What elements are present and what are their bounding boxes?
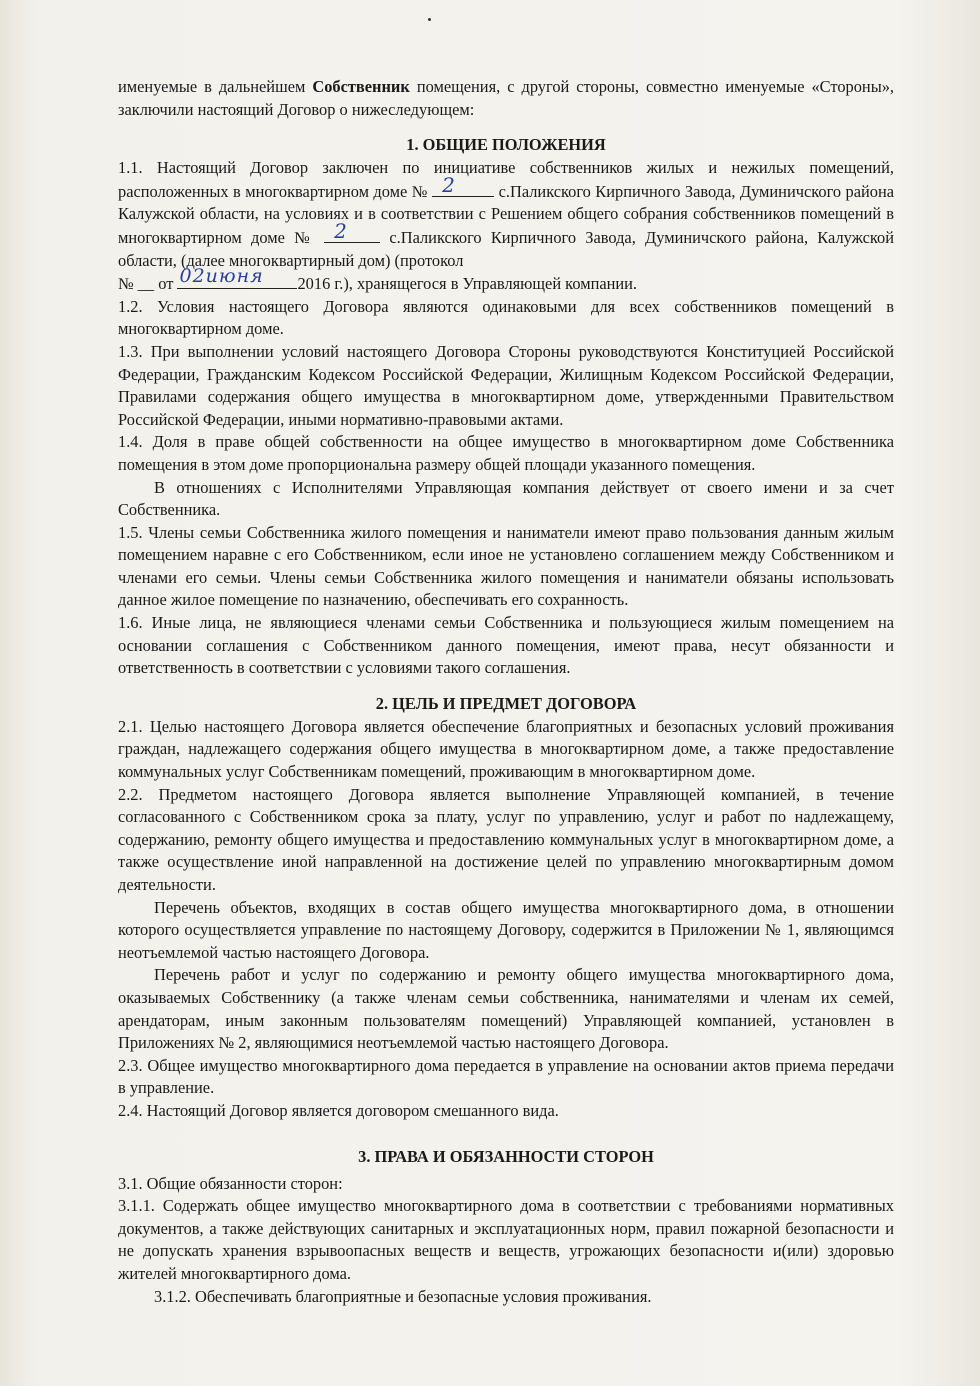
- section-1-heading: 1. ОБЩИЕ ПОЛОЖЕНИЯ: [406, 135, 606, 155]
- intro-paragraph: именуемые в дальнейшем Собственник помещения, с другой стороны, совместно именуемые «Стороны», заключили настоящий Договор о нижеследующем:: [118, 77, 894, 119]
- clause-2-2: 2.2. Предметом настоящего Договора является выполнение Управляющей компанией, в течение согласованного с Собственником срока за плату, услуг по управлению, услуг и работ по надлежащему, содержанию, ремонту общего имущества и предоставлению коммунальных услуг в многоквартирном доме, а также осуществление иной направленной на достижение целей по управлению многоквартирным домом деятельности.: [118, 784, 894, 894]
- clause-3-1: 3.1. Общие обязанности сторон:: [118, 1173, 343, 1193]
- protocol-date-blank: [177, 265, 297, 289]
- handwritten-house-number-2: 2: [334, 218, 347, 243]
- handwritten-house-number: 2: [442, 172, 455, 197]
- clause-1-1: 1.1. Настоящий Договор заключен по инициативе собственников жилых и нежилых помещений, расположенных в многоквартирном доме № 2 с.Паликского Кирпичного Завода, Думиничского района Калужской области, на условиях и в соответствии с Решением общего собрания собственников помещений в многоквартирном доме № 2 с.Паликского Кирпичного Завода, Думиничского района, Калужской области, (далее многоквартирный дом) (протокол № __ от 02июня 2016 г.), хранящегося в Управляющей компании.: [118, 158, 895, 294]
- clause-1-2: 1.2. Условия настоящего Договора являются одинаковыми для всех собственников помещений в многоквартирном доме.: [118, 296, 894, 339]
- handwritten-date: 02июня: [179, 265, 264, 288]
- clause-2-2-objects: Перечень объектов, входящих в состав общего имущества многоквартирного дома, в отношении которого осуществляется управление по настоящему Договору, содержится в Приложении № 1, являющимся неотъемлемой частью настоящего Договора.: [118, 897, 894, 962]
- clause-1-4-continued: В отношениях с Исполнителями Управляющая компания действует от своего имени и за счет Собственника.: [118, 477, 894, 520]
- clause-2-4: 2.4. Настоящий Договор является договором смешанного вида.: [118, 1100, 559, 1120]
- clause-3-1-1: 3.1.1. Содержать общее имущество многоквартирного дома в соответствии с требованиями нормативных документов, а также действующих санитарных и эксплуатационных норм, правил пожарной безопасности и не допускать хранения взрывоопасных веществ и веществ, угрожающих безопасности и(или) здоровью жителей многоквартирного дома.: [118, 1196, 894, 1283]
- clause-2-2-works: Перечень работ и услуг по содержанию и ремонту общего имущества многоквартирного дома, оказываемых Собственнику (а также членам семьи собственника, нанимателями и членам их семей, арендаторам, иным законным пользователям помещений) Управляющей компанией, установлен в Приложениях № 2, являющимися неотъемлемой частью настоящего Договора.: [118, 965, 894, 1053]
- clause-3-1-2: 3.1.2. Обеспечивать благоприятные и безопасные условия проживания.: [154, 1286, 652, 1306]
- clause-1-3: 1.3. При выполнении условий настоящего Договора Стороны руководствуются Конституцией Российской Федерации, Гражданским Кодексом Российской Федерации, Жилищным Кодексом Российской Федерации, Правилами содержания общего имущества в многоквартирном доме, утвержденными Правительством Российской Федерации, иными нормативно-правовыми актами.: [118, 341, 894, 429]
- clause-1-4: 1.4. Доля в праве общей собственности на общее имущество в многоквартирном доме Собственника помещения в этом доме пропорциональна размеру общей площади указанного помещения.: [118, 432, 894, 474]
- section-2-heading: 2. ЦЕЛЬ И ПРЕДМЕТ ДОГОВОРА: [375, 693, 637, 713]
- house-number-blank-2: [324, 218, 380, 243]
- clause-1-6: 1.6. Иные лица, не являющиеся членами семьи Собственника и пользующиеся жилым помещением на основании соглашения с Собственником данного помещения, имеют права, несут обязанности и ответственность в соответствии с условиями такого соглашения.: [118, 613, 894, 678]
- clause-1-5: 1.5. Члены семьи Собственника жилого помещения и наниматели имеют право пользования данным жилым помещением наравне с его Собственником, если иное не установлено соглашением между Собственником и членами его семьи. Члены семьи Собственника жилого помещения и наниматели обязаны использовать данное жилое помещение по назначению, обеспечивать его сохранность.: [118, 522, 894, 610]
- clause-2-1: 2.1. Целью настоящего Договора является обеспечение благоприятных и безопасных условий проживания граждан, надлежащего содержания общего имущества в многоквартирном доме, а также предоставление коммунальных услуг Собственникам помещений, проживающим в многоквартирном доме.: [118, 716, 894, 782]
- document-body: [118, 76, 894, 1308]
- clause-2-3: 2.3. Общее имущество многоквартирного дома передается в управление на основании актов приема передачи в управление.: [118, 1055, 894, 1098]
- section-3-heading: 3. ПРАВА И ОБЯЗАННОСТИ СТОРОН: [358, 1146, 654, 1166]
- scan-speck: [428, 18, 431, 21]
- house-number-blank-1: [432, 172, 494, 197]
